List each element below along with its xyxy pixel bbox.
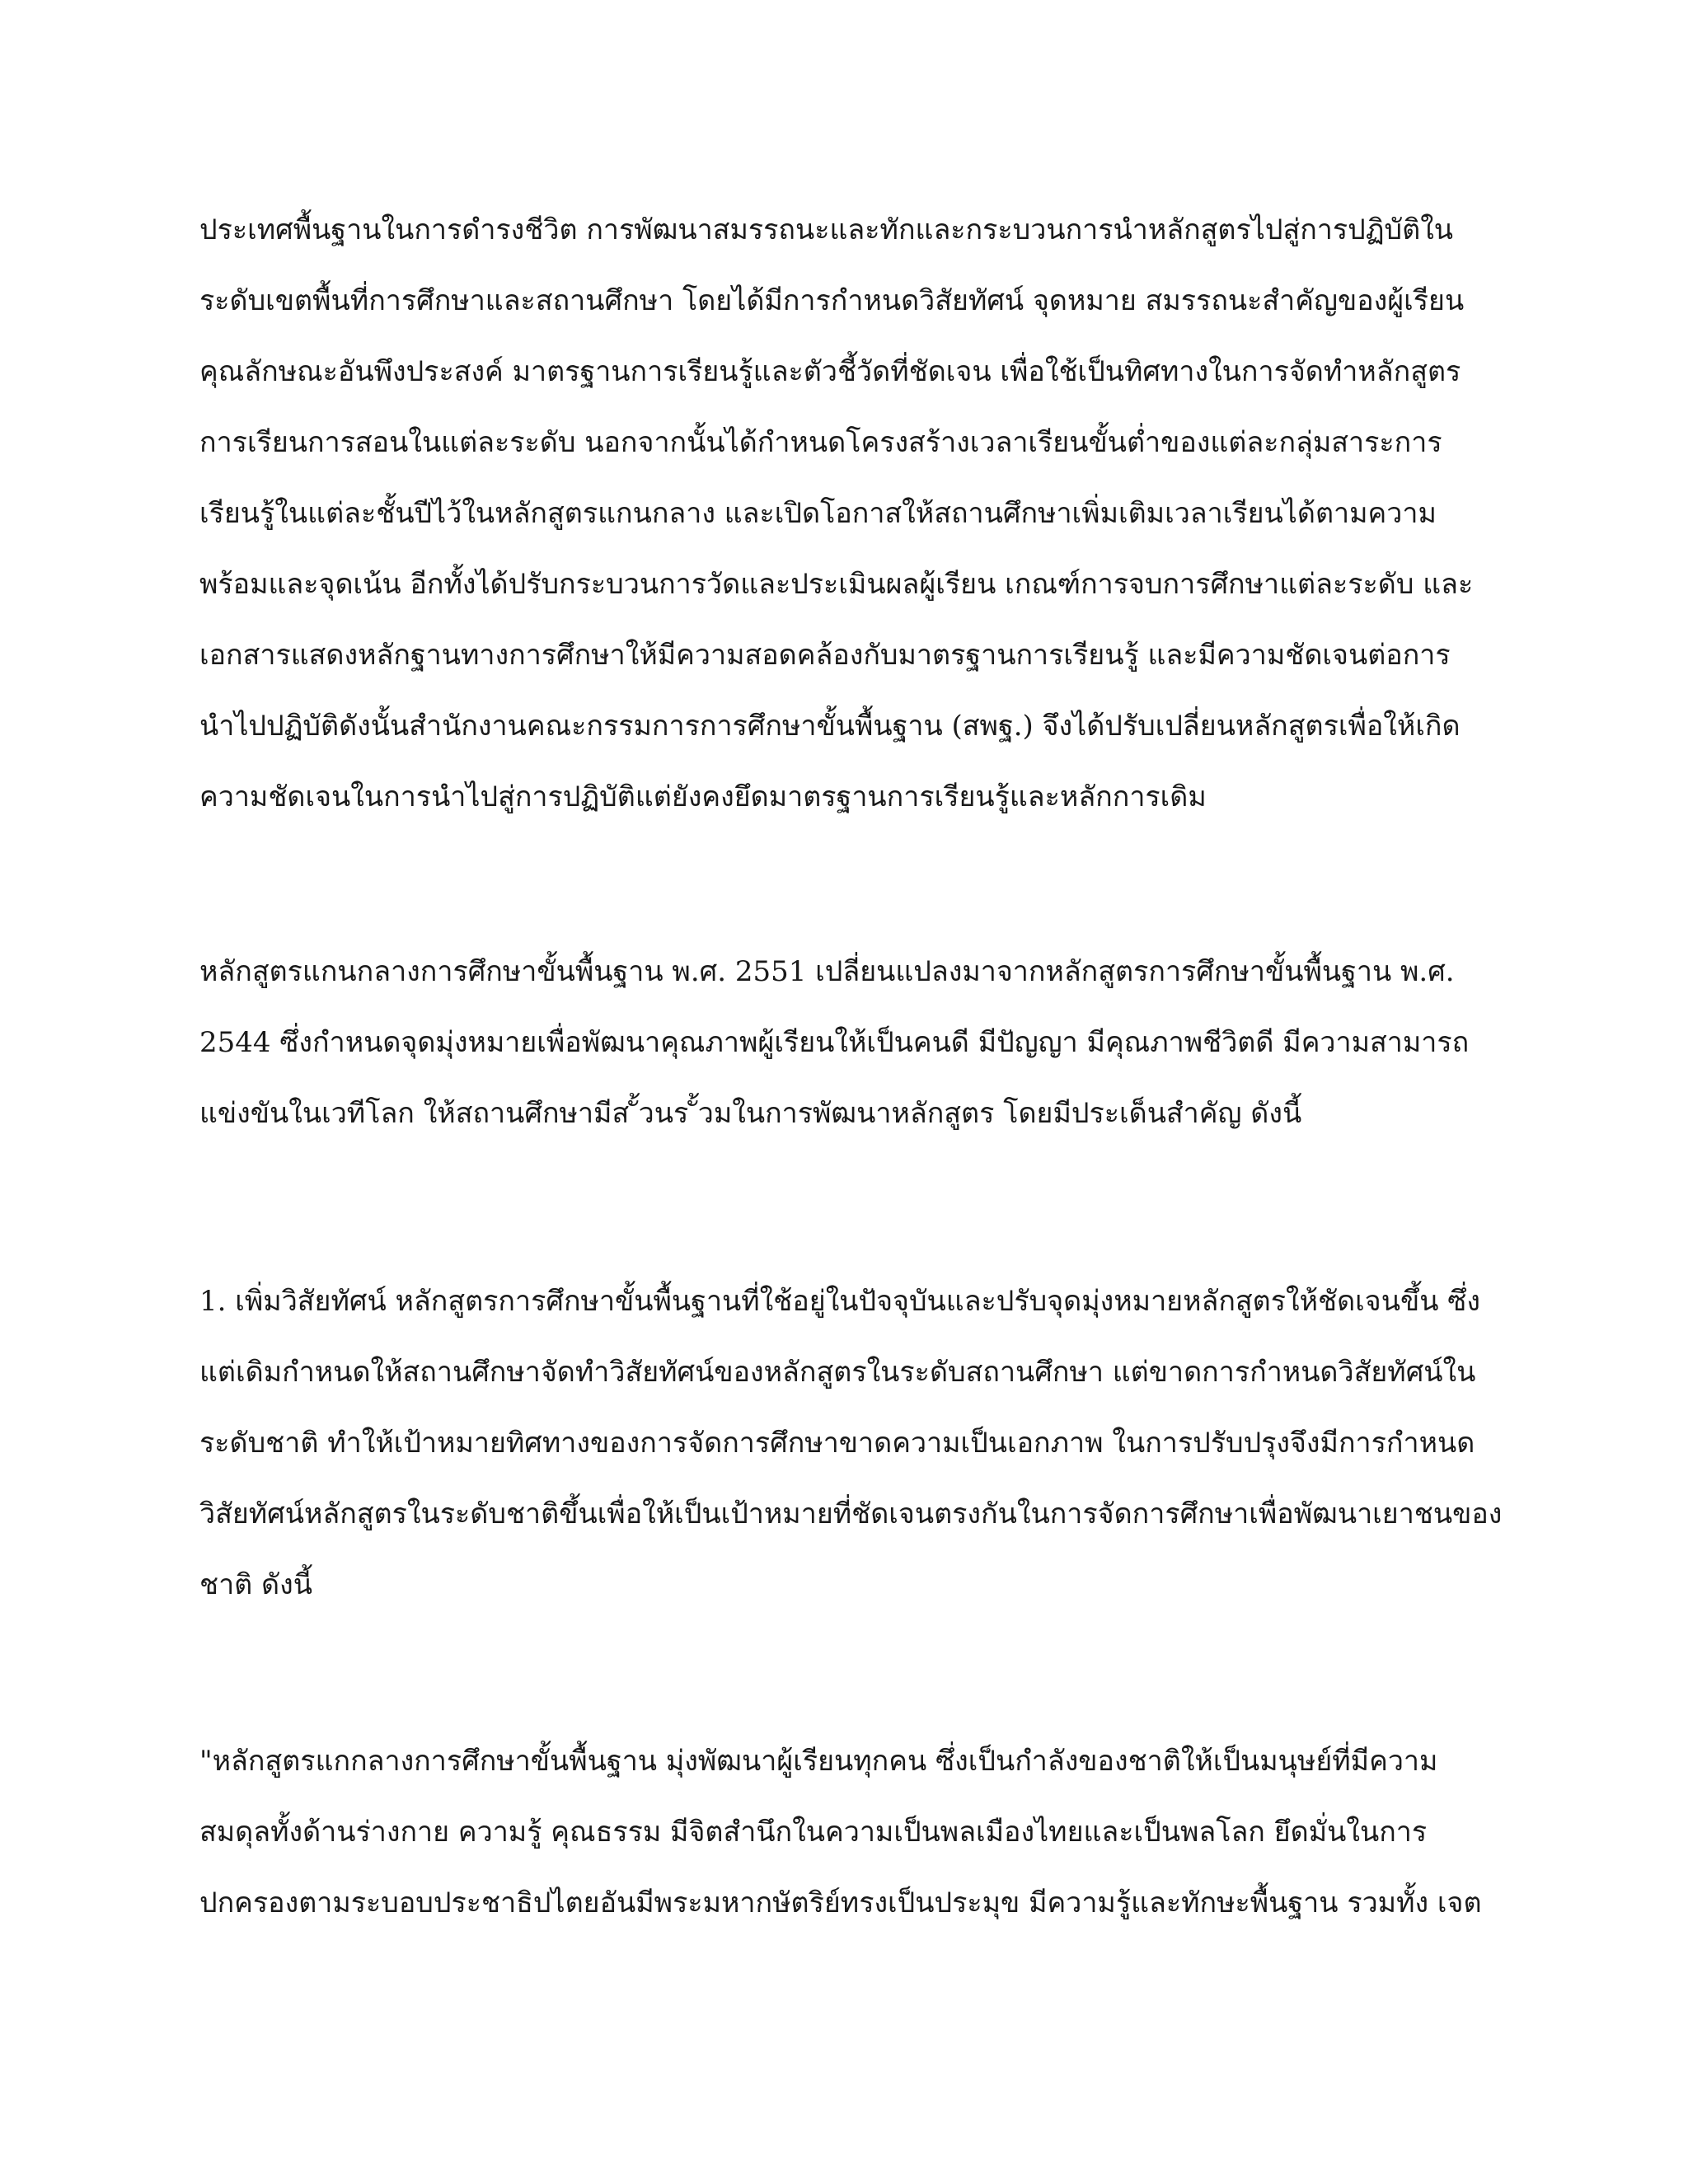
text-line: แต่เดิมกำหนดให้สถานศึกษาจัดทำวิสัยทัศน์ของหลักสูตรในระดับสถานศึกษา แต่ขาดการกำหนดวิสัยทัศน์ใน <box>199 1356 1476 1389</box>
text-line: การเรียนการสอนในแต่ละระดับ นอกจากนั้นได้กำหนดโครงสร้างเวลาเรียนขั้นต่ำของแต่ละกลุ่มสาระการ <box>199 426 1442 459</box>
text-line: 1. เพิ่มวิสัยทัศน์ หลักสูตรการศึกษาขั้นพื้นฐานที่ใช้อยู่ในปัจจุบันและปรับจุดมุ่งหมายหลักสูตรให้ชัดเจนขึ้น ซึ่ง <box>199 1285 1480 1318</box>
text-line: สมดุลทั้งด้านร่างกาย ความรู้ คุณธรรม มีจิตสำนึกในความเป็นพลเมืองไทยและเป็นพลโลก ยึดมั่นในการ <box>199 1816 1428 1849</box>
text-line: ระดับเขตพื้นที่การศึกษาและสถานศึกษา โดยได้มีการกำหนดวิสัยทัศน์ จุดหมาย สมรรถนะสำคัญของผู้เรียน <box>199 284 1465 317</box>
text-line: 2544 ซึ่งกำหนดจุดมุ่งหมายเพื่อพัฒนาคุณภาพผู้เรียนให้เป็นคนดี มีปัญญา มีคุณภาพชีวิตดี มีความสามารถ <box>199 1026 1470 1059</box>
text-line: ระดับชาติ ทำให้เป้าหมายทิศทางของการจัดการศึกษาขาดความเป็นเอกภาพ ในการปรับปรุงจึงมีการกำหนด <box>199 1427 1475 1460</box>
paragraph-point-1-vision <box>199 1266 1518 1620</box>
text-line: คุณลักษณะอันพึงประสงค์ มาตรฐานการเรียนรู้และตัวชี้วัดที่ชัดเจน เพื่อใช้เป็นทิศทางในการจัดทำหลักสูตร <box>199 355 1461 388</box>
text-line: เรียนรู้ในแต่ละชั้นปีไว้ในหลักสูตรแกนกลาง และเปิดโอกาสให้สถานศึกษาเพิ่มเติมเวลาเรียนได้ตามความ <box>199 497 1437 530</box>
text-line: ความชัดเจนในการนำไปสู่การปฏิบัติแต่ยังคงยึดมาตรฐานการเรียนรู้และหลักการเดิม <box>199 780 1207 813</box>
text-line: หลักสูตรแกนกลางการศึกษาขั้นพื้นฐาน พ.ศ. 2551 เปลี่ยนแปลงมาจากหลักสูตรการศึกษาขั้นพื้นฐาน พ.ศ. <box>199 955 1455 988</box>
paragraph-curriculum-background <box>199 194 1518 832</box>
text-line: "หลักสูตรแกกลางการศึกษาขั้นพื้นฐาน มุ่งพัฒนาผู้เรียนทุกคน ซึ่งเป็นกำลังของชาติให้เป็นมนุษย์ที่มีความ <box>199 1745 1438 1778</box>
paragraph-curriculum-2551 <box>199 936 1518 1149</box>
text-line: เอกสารแสดงหลักฐานทางการศึกษาให้มีความสอดคล้องกับมาตรฐานการเรียนรู้ และมีความชัดเจนต่อการ <box>199 639 1451 672</box>
paragraph-vision-quote <box>199 1726 1518 1938</box>
text-line: ชาติ ดังนี้ <box>199 1568 312 1601</box>
text-line: แข่งขันในเวทีโลก ให้สถานศึกษามีส ั้วนร ั้วมในการพัฒนาหลักสูตร โดยมีประเด็นสำคัญ ดังนี้ <box>199 1097 1302 1130</box>
text-line: วิสัยทัศน์หลักสูตรในระดับชาติขึ้นเพื่อให้เป็นเป้าหมายที่ชัดเจนตรงกันในการจัดการศึกษาเพื่อพัฒนาเยาชนของ <box>199 1497 1503 1530</box>
text-line: ปกครองตามระบอบประชาธิปไตยอันมีพระมหากษัตริย์ทรงเป็นประมุข มีความรู้และทักษะพื้นฐาน รวมทั้ง เจต <box>199 1886 1482 1919</box>
text-line: ประเทศพื้นฐานในการดำรงชีวิต การพัฒนาสมรรถนะและทักและกระบวนการนำหลักสูตรไปสู่การปฏิบัติใน <box>199 213 1454 246</box>
text-line: พร้อมและจุดเน้น อีกทั้งได้ปรับกระบวนการวัดและประเมินผลผู้เรียน เกณฑ์การจบการศึกษาแต่ละระดับ และ <box>199 568 1474 601</box>
text-line: นำไปปฏิบัติดังนั้นสำนักงานคณะกรรมการการศึกษาขั้นพื้นฐาน (สพฐ.) จึงได้ปรับเปลี่ยนหลักสูตรเพื่อให้เกิด <box>199 710 1461 743</box>
